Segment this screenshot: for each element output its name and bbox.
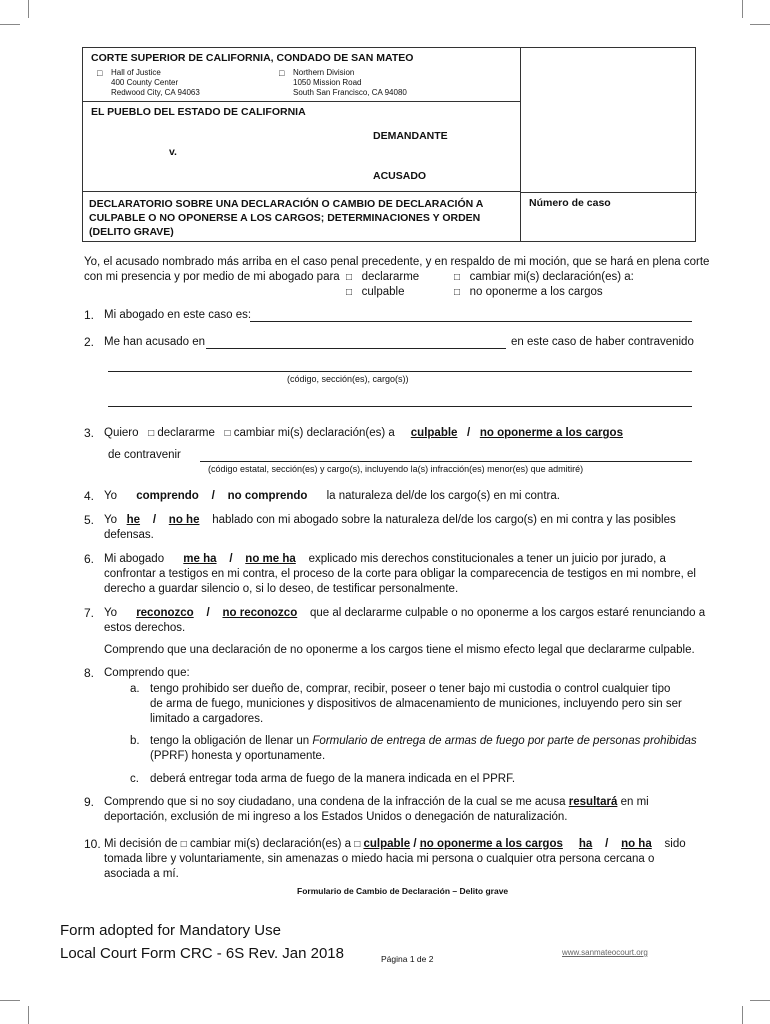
item5-rest: hablado con mi abogado sobre la naturaleza del/de los cargo(s) en mi contra y las posibles bbox=[212, 514, 676, 526]
item4-yo: Yo bbox=[104, 490, 118, 502]
item4-not-understand[interactable]: no comprendo bbox=[227, 490, 308, 502]
item-number: 7. bbox=[84, 606, 95, 620]
item9-text: Comprendo que si no soy ciudadano, una condena de la infracción de la cual se me acusa bbox=[104, 796, 566, 808]
footer-local-form: Local Court Form CRC - 6S Rev. Jan 2018 bbox=[60, 945, 344, 962]
violation-field-2[interactable] bbox=[108, 406, 692, 407]
charged-in-field[interactable] bbox=[206, 348, 506, 349]
item3-guilty[interactable]: culpable bbox=[410, 427, 458, 439]
crop-mark bbox=[28, 1006, 29, 1024]
crop-mark bbox=[750, 1000, 770, 1001]
item6-line bbox=[104, 552, 666, 567]
addr-line: 400 County Center bbox=[111, 78, 179, 87]
item8-b-text: tengo la obligación de llenar un bbox=[150, 735, 310, 747]
item-number: 1. bbox=[84, 308, 95, 322]
item4-understand[interactable]: comprendo bbox=[136, 490, 199, 502]
case-number-label: Número de caso bbox=[529, 197, 611, 209]
item4-line bbox=[104, 489, 560, 504]
checkbox[interactable]: □ bbox=[346, 287, 353, 298]
item8-b-2: (PPRF) honesta y oportunamente. bbox=[150, 750, 326, 762]
item-number: 3. bbox=[84, 426, 95, 440]
item10-sido: sido bbox=[664, 838, 686, 850]
footer-url[interactable]: www.sanmateocourt.org bbox=[562, 948, 648, 957]
item5-have-not[interactable]: no he bbox=[168, 514, 200, 526]
item9-will-result: resultará bbox=[568, 796, 618, 808]
item2-text: Me han acusado en bbox=[104, 336, 206, 348]
checkbox[interactable]: □ bbox=[180, 839, 187, 850]
item8-a-label: a. bbox=[130, 683, 140, 695]
item10-line-2: tomada libre y voluntariamente, sin amenazas o miedo hacia mi persona o cualquier otra persona cercana o bbox=[104, 853, 655, 865]
item3-change: cambiar mi(s) declaración(es) a bbox=[233, 427, 395, 439]
item3-want: Quiero bbox=[104, 427, 139, 439]
item3-line bbox=[104, 426, 623, 441]
item2-caption: (código, sección(es), cargo(s)) bbox=[287, 374, 409, 384]
item6-rest: explicado mis derechos constitucionales a tener un juicio por jurado, a bbox=[308, 553, 666, 565]
form-title: DECLARATORIO SOBRE UNA DECLARACIÓN O CAMBIO DE DECLARACIÓN A CULPABLE O NO OPONERSE A LOS CARGOS; DETERMINACIONES Y ORDEN (DELITO GRAVE) bbox=[89, 198, 483, 238]
item5-yo: Yo bbox=[104, 514, 118, 526]
separator: / bbox=[206, 607, 210, 619]
separator: / bbox=[229, 553, 233, 565]
separator: / bbox=[605, 838, 609, 850]
opt-change-label: cambiar mi(s) declaración(es) a: bbox=[469, 271, 634, 283]
item10-text: Mi decisión de bbox=[104, 838, 178, 850]
item-number: 10. bbox=[84, 837, 101, 851]
crop-mark bbox=[28, 0, 29, 18]
item10-has[interactable]: ha bbox=[578, 838, 593, 850]
footer-adopted: Form adopted for Mandatory Use bbox=[60, 922, 281, 939]
opt-change[interactable] bbox=[454, 270, 634, 285]
parties-row bbox=[83, 102, 520, 192]
item9-text-b: en mi bbox=[620, 796, 649, 808]
item5-line-2: defensas. bbox=[104, 529, 154, 541]
item7-line bbox=[104, 606, 705, 621]
northern-division-address bbox=[279, 68, 407, 98]
opt-guilty[interactable] bbox=[346, 285, 404, 300]
item3-contravene: de contravenir bbox=[108, 449, 181, 461]
item10-change: cambiar mi(s) declaración(es) a bbox=[189, 838, 352, 850]
item8-b-label: b. bbox=[130, 735, 140, 747]
item6-has-not[interactable]: no me ha bbox=[245, 553, 296, 565]
intro-line-1: Yo, el acusado nombrado más arriba en el caso penal precedente, y en respaldo de mi moción, que se hará en plena corte bbox=[84, 256, 710, 268]
crop-mark bbox=[742, 0, 743, 18]
item8-a-2: de arma de fuego, municiones y dispositivos de almacenamiento de municiones, incluyendo pero sin ser bbox=[150, 698, 682, 710]
item8-b-1 bbox=[150, 734, 697, 749]
caption-box bbox=[82, 47, 696, 242]
item6-line-2: confrontar a testigos en mi contra, el proceso de la corte para obligar la comparecencia de testigos en mi nombre, el bbox=[104, 568, 696, 580]
separator: / bbox=[152, 514, 157, 526]
checkbox[interactable]: □ bbox=[454, 287, 461, 298]
checkbox[interactable]: □ bbox=[224, 428, 231, 439]
item7-line-3: Comprendo que una declaración de no oponerme a los cargos tiene el mismo efecto legal que declararme culpable. bbox=[104, 644, 695, 656]
hall-of-justice-address bbox=[97, 68, 200, 98]
item7-yo: Yo bbox=[104, 607, 118, 619]
separator: / bbox=[467, 427, 471, 439]
item8-text: Comprendo que: bbox=[104, 667, 190, 679]
item-number: 5. bbox=[84, 513, 95, 527]
item10-line bbox=[104, 837, 686, 852]
item4-rest: la naturaleza del/de los cargo(s) en mi contra. bbox=[326, 490, 560, 502]
addr-line: Hall of Justice bbox=[111, 68, 161, 77]
crop-mark bbox=[750, 24, 770, 25]
plaintiff-label: DEMANDANTE bbox=[373, 130, 448, 142]
item7-line-2: estos derechos. bbox=[104, 622, 186, 634]
item-number: 8. bbox=[84, 666, 95, 680]
court-title: CORTE SUPERIOR DE CALIFORNIA, CONDADO DE SAN MATEO bbox=[91, 52, 414, 64]
footer-form-name: Formulario de Cambio de Declaración – Delito grave bbox=[297, 886, 509, 896]
checkbox[interactable]: □ bbox=[454, 272, 461, 283]
item-number: 2. bbox=[84, 335, 95, 349]
item8-a-1: tengo prohibido ser dueño de, comprar, recibir, poseer o tener bajo mi custodia o control cualquier tipo bbox=[150, 683, 671, 695]
item10-guilty[interactable]: culpable bbox=[363, 838, 411, 850]
item7-not-acknowledge[interactable]: no reconozco bbox=[222, 607, 298, 619]
item10-line-3: asociada a mí. bbox=[104, 868, 179, 880]
item-number: 6. bbox=[84, 552, 95, 566]
item10-nolo[interactable]: no oponerme a los cargos bbox=[419, 838, 563, 850]
item8-c-1: deberá entregar toda arma de fuego de la manera indicada en el PPRF. bbox=[150, 773, 516, 785]
item1-text: Mi abogado en este caso es: bbox=[104, 309, 252, 321]
item5-line bbox=[104, 513, 676, 528]
addr-line: Northern Division bbox=[293, 68, 355, 77]
crop-mark bbox=[742, 1006, 743, 1024]
item8-b-form-name: Formulario de entrega de armas de fuego por parte de personas prohibidas bbox=[312, 735, 697, 747]
opt-guilty-label: culpable bbox=[361, 286, 405, 298]
item6-has[interactable]: me ha bbox=[183, 553, 217, 565]
opt-declare-label: declararme bbox=[361, 271, 420, 283]
people-label: EL PUEBLO DEL ESTADO DE CALIFORNIA bbox=[91, 106, 306, 118]
item8-a-3: limitado a cargadores. bbox=[150, 713, 264, 725]
addr-line: South San Francisco, CA 94080 bbox=[293, 88, 407, 97]
defendant-label: ACUSADO bbox=[373, 170, 427, 182]
separator: / bbox=[211, 490, 215, 502]
addr-line: Redwood City, CA 94063 bbox=[111, 88, 200, 97]
item-number: 4. bbox=[84, 489, 95, 503]
addr-line: 1050 Mission Road bbox=[293, 78, 362, 87]
footer-page: Página 1 de 2 bbox=[381, 954, 434, 964]
item5-have[interactable]: he bbox=[126, 514, 141, 526]
intro-line-2: con mi presencia y por medio de mi abogado para bbox=[84, 271, 340, 283]
crop-mark bbox=[0, 24, 20, 25]
crop-mark bbox=[0, 1000, 20, 1001]
item2-text-b: en este caso de haber contravenido bbox=[511, 336, 694, 348]
court-row bbox=[83, 48, 520, 102]
item-number: 9. bbox=[84, 795, 95, 809]
opt-nolo-label: no oponerme a los cargos bbox=[469, 286, 603, 298]
caption-left bbox=[83, 48, 521, 241]
checkbox[interactable]: □ bbox=[148, 428, 155, 439]
item10-has-not[interactable]: no ha bbox=[621, 838, 652, 850]
item7-acknowledge[interactable]: reconozco bbox=[136, 607, 194, 619]
attorney-name-field[interactable] bbox=[250, 321, 692, 322]
item3-nolo[interactable]: no oponerme a los cargos bbox=[479, 427, 623, 439]
hall-checkbox[interactable]: □ bbox=[97, 68, 103, 78]
checkbox[interactable]: □ bbox=[346, 272, 353, 283]
versus-label: v. bbox=[169, 146, 177, 158]
opt-nolo[interactable] bbox=[454, 285, 603, 300]
opt-declare[interactable] bbox=[346, 270, 419, 285]
item6-line-3: derecho a guardar silencio o, si lo deseo, de testificar personalmente. bbox=[104, 583, 459, 595]
item7-rest: que al declararme culpable o no oponerme a los cargos estaré renunciando a bbox=[310, 607, 706, 619]
item6-lawyer: Mi abogado bbox=[104, 553, 165, 565]
north-checkbox[interactable]: □ bbox=[279, 68, 285, 78]
item8-c-label: c. bbox=[130, 773, 139, 785]
separator: / bbox=[413, 838, 417, 850]
item9-line-2: deportación, exclusión de mi ingreso a los Estados Unidos o denegación de naturalización. bbox=[104, 811, 568, 823]
item9-line bbox=[104, 795, 649, 810]
checkbox[interactable]: □ bbox=[354, 839, 361, 850]
item3-caption: (código estatal, sección(es) y cargo(s), incluyendo la(s) infracción(es) menor(es) que admitiré) bbox=[208, 464, 584, 474]
item3-declare: declararme bbox=[157, 427, 215, 439]
